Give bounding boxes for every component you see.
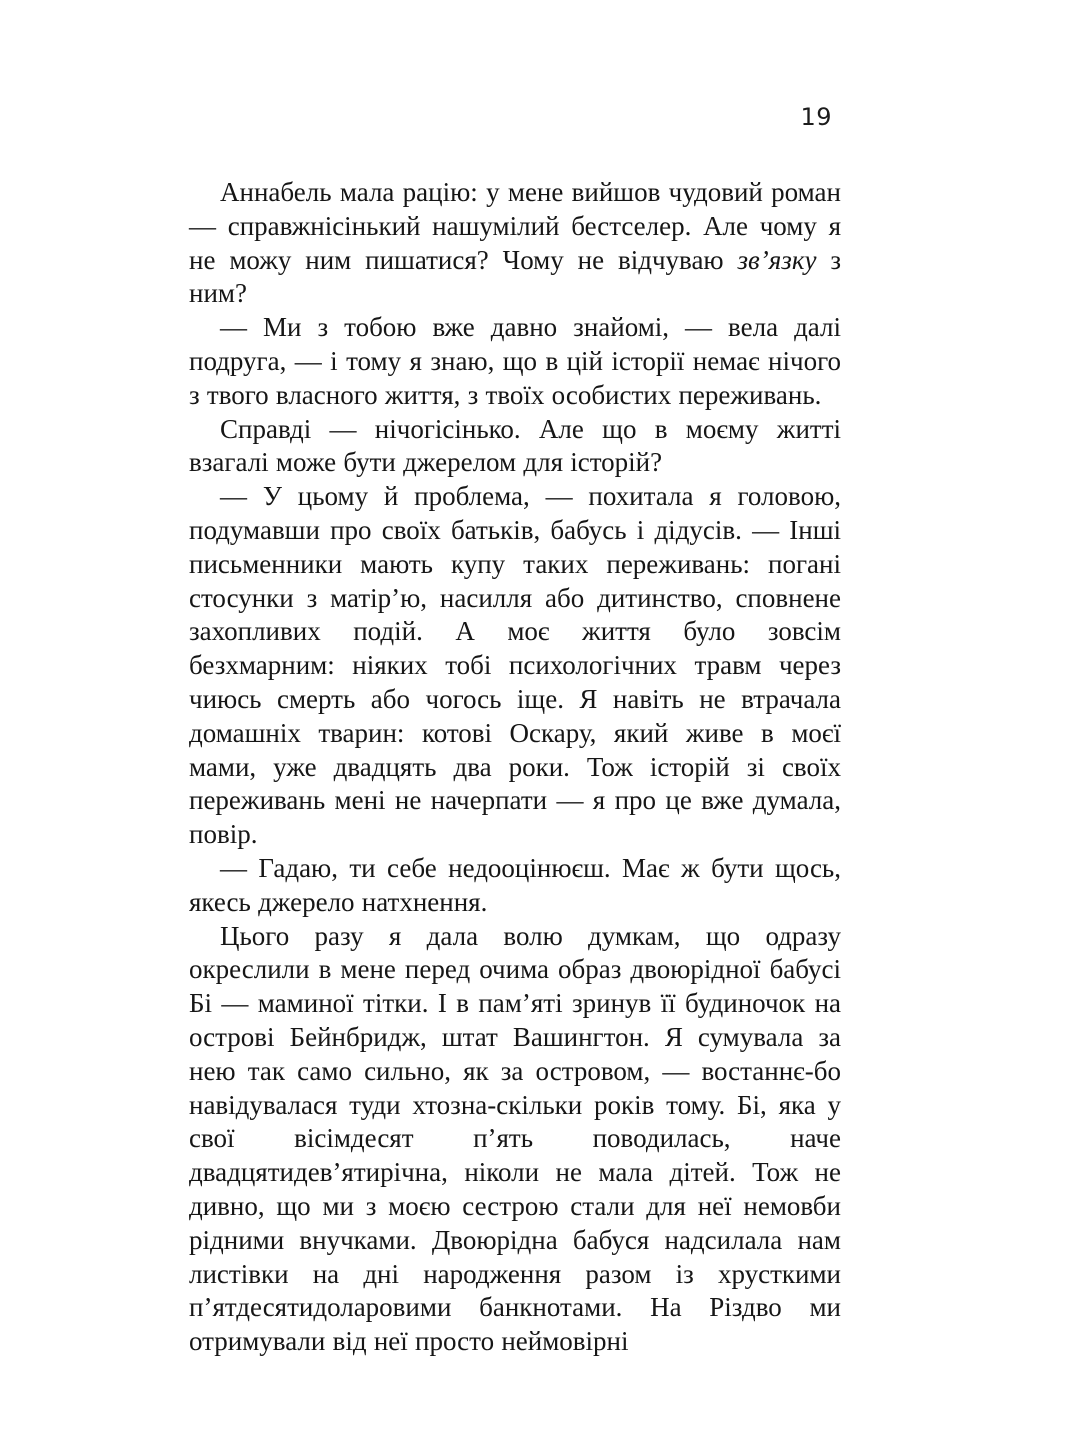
- paragraph-6: Цього разу я дала волю думкам, що одразу окреслили в мене перед очима образ двоюрідної бабусі Бі — маминої тітки. І в пам’яті зринув її будиночок на острові Бейнбридж, штат Вашингтон. Я сумувала за нею так само сильно, як за островом, — востаннє-бо навідувалася туди хтозна-скільки років тому. Бі, яка у свої вісімдесят п’ять поводилась, наче двадцятидев’ятирічна, ніколи не мала дітей. Тож не дивно, що ми з моєю сестрою стали для неї немовби рідними внучками. Двоюрідна бабуся надсилала нам листівки на дні народження разом із хрусткими п’ятдесятидоларовими банкнотами. На Різдво ми отримували від неї просто неймовірні: [189, 920, 841, 1357]
- paragraph-1-text-after: з ним?: [189, 244, 841, 309]
- paragraph-4: — У цьому й проблема, — похитала я головою, подумавши про своїх батьків, бабусь і дідусів. — Інші письменники мають купу таких переживань: погані стосунки з матір’ю, насилля або дитинство, сповнене захопливих подій. А моє життя було зовсім безхмарним: ніяких тобі психологічних травм через чиюсь смерть або чогось іще. Я навіть не втрачала домашніх тварин: котові Оскару, який живе в моєї мами, уже двадцять два роки. Тож історій зі своїх переживань мені не начерпати — я про це вже думала, повір.: [189, 481, 841, 850]
- page-text: [189, 176, 841, 1359]
- paragraph-3: Справді — нічогісінько. Але що в моєму житті взагалі може бути джерелом для історій?: [189, 413, 841, 478]
- paragraph-1-italic-word: зв’язку: [737, 244, 817, 275]
- paragraph-1-text: Аннабель мала рацію: у мене вийшов чудовий роман — справжнісінький нашумілий бестселер. Але чому я не можу ним пишатися? Чому не відчуваю: [189, 177, 841, 275]
- page-number: 19: [800, 103, 832, 131]
- paragraph-5: — Гадаю, ти себе недооцінюєш. Має ж бути щось, якесь джерело натхнення.: [189, 852, 841, 917]
- paragraph-1: [189, 176, 841, 311]
- paragraph-2: — Ми з тобою вже давно знайомі, — вела далі подруга, — і тому я знаю, що в цій історії немає нічого з твого власного життя, з твоїх особистих переживань.: [189, 312, 841, 410]
